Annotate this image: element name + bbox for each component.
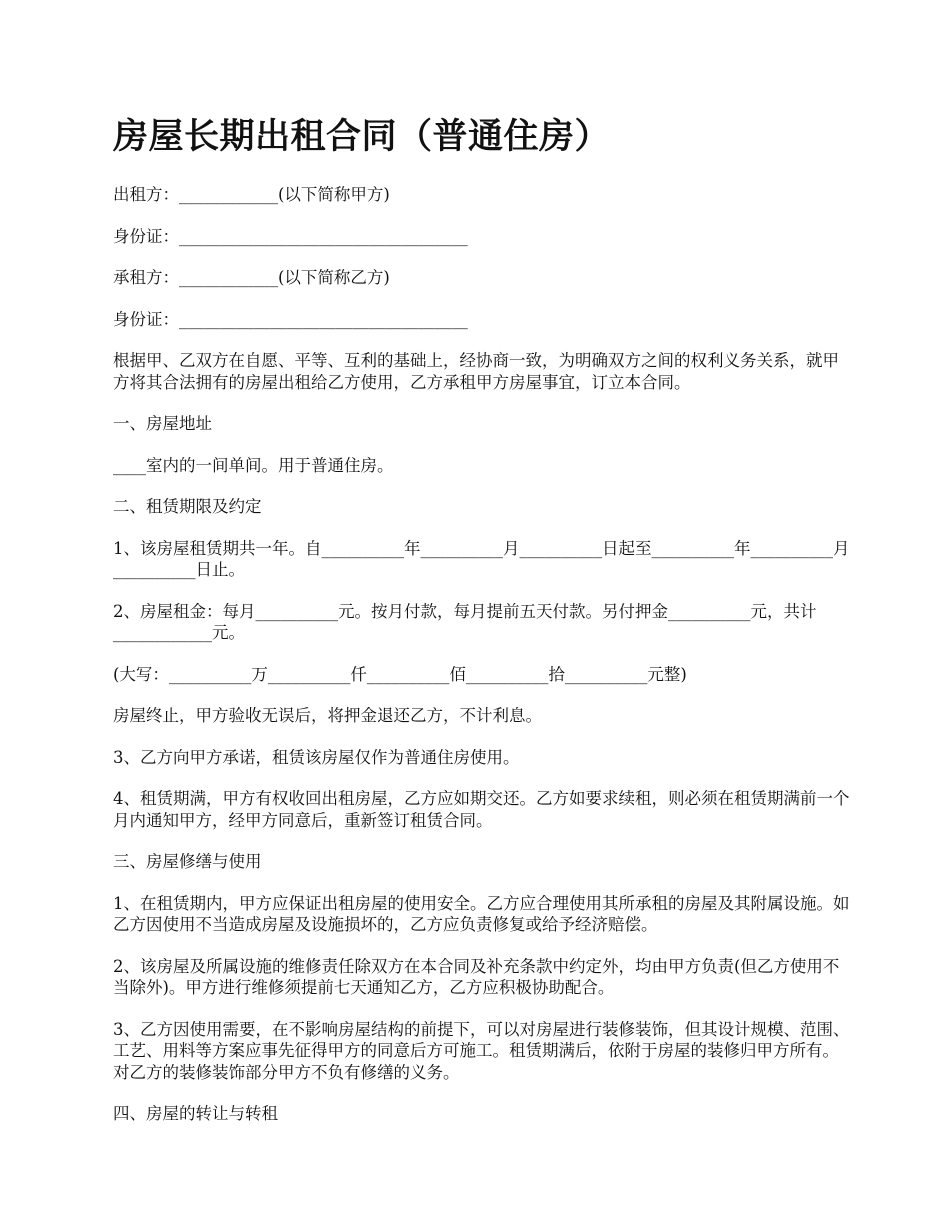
repair-clause-1: 1、在租赁期内，甲方应保证出租房屋的使用安全。乙方应合理使用其所承租的房屋及其附属设施。如乙方因使用不当造成房屋及设施损坏的，乙方应负责修复或给予经济赔偿。 [113,893,850,934]
lessee-id-line: 身份证：___________________________________ [113,309,468,329]
term-clause-2: 2、房屋租金：每月__________元。按月付款，每月提前五天付款。另付押金__________元，共计____________元。 [113,601,817,642]
repair-clause-2: 2、该房屋及所属设施的维修责任除双方在本合同及补充条款中约定外，均由甲方负责(但乙方使用不当除外)。甲方进行维修须提前七天通知乙方，乙方应积极协助配合。 [113,956,840,997]
section-heading-repair: 三、房屋修缮与使用 [113,852,262,871]
section-heading-term: 二、租赁期限及约定 [113,497,262,516]
preamble-paragraph: 根据甲、乙双方在自愿、平等、互利的基础上，经协商一致，为明确双方之间的权利义务关系，就甲方将其合法拥有的房屋出租给乙方使用，乙方承租甲方房屋事宜，订立本合同。 [113,351,839,392]
section-heading-address: 一、房屋地址 [113,414,212,433]
section-heading-transfer: 四、房屋的转让与转租 [113,1104,278,1123]
deposit-return-paragraph: 房屋终止，甲方验收无误后，将押金退还乙方，不计利息。 [113,706,542,725]
address-paragraph: ____室内的一间单间。用于普通住房。 [113,455,394,475]
term-clause-4: 4、租赁期满，甲方有权收回出租房屋，乙方应如期交还。乙方如要求续租，则必须在租赁期满前一个月内通知甲方，经甲方同意后，重新签订租赁合同。 [113,789,850,830]
amount-in-words-line: (大写：__________万__________仟__________佰__________拾__________元整) [113,664,687,684]
term-clause-3: 3、乙方向甲方承诺，租赁该房屋仅作为普通住房使用。 [113,747,520,767]
lessor-id-line: 身份证：___________________________________ [113,226,468,246]
term-clause-1: 1、该房屋租赁期共一年。自__________年__________月__________日起至__________年__________月__________日止。 [113,538,850,579]
contract-document [113,112,853,1145]
repair-clause-3: 3、乙方因使用需要，在不影响房屋结构的前提下，可以对房屋进行装修装饰，但其设计规模、范围、工艺、用料等方案应事先征得甲方的同意后方可施工。租赁期满后，依附于房屋的装修归甲方所有。对乙方的装修装饰部分甲方不负有修缮的义务。 [113,1019,850,1082]
lessee-line: 承租方：____________(以下简称乙方) [113,268,390,287]
lessor-line: 出租方：____________(以下简称甲方) [113,185,390,204]
document-title: 房屋长期出租合同（普通住房） [113,116,611,157]
